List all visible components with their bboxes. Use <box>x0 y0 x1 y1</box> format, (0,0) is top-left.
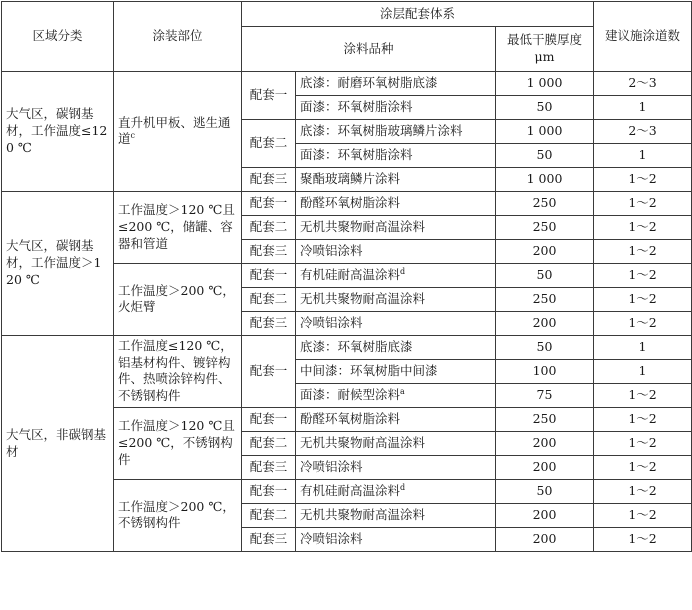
part-note: c <box>130 131 135 141</box>
coating-name: 冷喷铝涂料 <box>300 243 363 259</box>
coating-name: 聚酯玻璃鳞片涂料 <box>300 171 401 187</box>
set-name-cell: 配套一 <box>242 336 296 408</box>
coating-cell <box>296 264 496 288</box>
coating-cell <box>296 192 496 216</box>
part-label: 工作温度＞200 ℃，不锈钢构件 <box>118 498 235 531</box>
header-region: 区域分类 <box>2 2 114 72</box>
part-label: 直升机甲板、逃生通道 <box>118 114 231 147</box>
part-cell <box>114 336 242 408</box>
coats-cell: 1～2 <box>594 528 692 552</box>
thickness-cell: 200 <box>496 504 594 528</box>
thickness-cell: 200 <box>496 312 594 336</box>
coats-cell: 1～2 <box>594 288 692 312</box>
coating-name: 无机共聚物耐高温涂料 <box>300 291 426 307</box>
coats-cell: 1～2 <box>594 456 692 480</box>
thickness-cell: 200 <box>496 528 594 552</box>
thickness-cell: 50 <box>496 336 594 360</box>
thickness-cell: 1 000 <box>496 168 594 192</box>
part-cell <box>114 72 242 192</box>
coating-cell <box>296 120 496 144</box>
coating-name: 面漆：环氧树脂涂料 <box>300 99 413 115</box>
coating-name: 有机硅耐高温涂料 <box>300 483 401 499</box>
coating-cell <box>296 528 496 552</box>
header-coats: 建议施涂道数 <box>594 2 692 72</box>
thickness-cell: 250 <box>496 216 594 240</box>
coating-name: 中间漆：环氧树脂中间漆 <box>300 363 438 379</box>
coats-cell: 1～2 <box>594 408 692 432</box>
coats-cell: 2～3 <box>594 120 692 144</box>
header-part: 涂装部位 <box>114 2 242 72</box>
header-thickness-unit: μm <box>534 49 555 64</box>
part-label: 工作温度＞200 ℃，火炬臂 <box>118 282 235 315</box>
coating-name: 冷喷铝涂料 <box>300 459 363 475</box>
part-label: 工作温度＞120 ℃且≤200 ℃，不锈钢构件 <box>118 418 235 468</box>
table-row <box>2 72 692 96</box>
coating-cell <box>296 96 496 120</box>
thickness-cell: 200 <box>496 240 594 264</box>
coating-name: 底漆：环氧树脂玻璃鳞片涂料 <box>300 123 463 139</box>
set-name-cell: 配套三 <box>242 168 296 192</box>
thickness-cell: 200 <box>496 456 594 480</box>
coating-cell <box>296 312 496 336</box>
coating-note: d <box>400 482 406 492</box>
set-name-cell: 配套一 <box>242 264 296 288</box>
coats-cell: 1～2 <box>594 480 692 504</box>
set-name-cell: 配套一 <box>242 72 296 120</box>
header-system: 涂层配套体系 <box>242 2 594 27</box>
set-name-cell: 配套二 <box>242 216 296 240</box>
coating-cell <box>296 288 496 312</box>
coating-cell <box>296 456 496 480</box>
coating-cell <box>296 240 496 264</box>
coating-name: 酚醛环氧树脂涂料 <box>300 411 401 427</box>
thickness-cell: 100 <box>496 360 594 384</box>
thickness-cell: 50 <box>496 96 594 120</box>
set-name-cell: 配套三 <box>242 312 296 336</box>
thickness-cell: 250 <box>496 192 594 216</box>
coating-name: 冷喷铝涂料 <box>300 531 363 547</box>
part-cell <box>114 480 242 552</box>
part-label: 工作温度＞120 ℃且≤200 ℃，储罐、容器和管道 <box>118 202 235 252</box>
set-name-cell: 配套一 <box>242 480 296 504</box>
coating-name: 无机共聚物耐高温涂料 <box>300 219 426 235</box>
coating-note: d <box>400 266 406 276</box>
coating-cell <box>296 384 496 408</box>
coating-system-table <box>1 1 692 552</box>
region-cell: 大气区，碳钢基材，工作温度＞120 ℃ <box>2 192 114 336</box>
header-thickness-label: 最低干膜厚度 <box>507 32 583 48</box>
coating-name: 酚醛环氧树脂涂料 <box>300 195 401 211</box>
coats-cell: 1～2 <box>594 240 692 264</box>
coating-name: 无机共聚物耐高温涂料 <box>300 435 426 451</box>
set-name-cell: 配套二 <box>242 120 296 168</box>
coats-cell: 1 <box>594 360 692 384</box>
coating-name: 有机硅耐高温涂料 <box>300 267 401 283</box>
coats-cell: 1～2 <box>594 192 692 216</box>
coats-cell: 1 <box>594 96 692 120</box>
thickness-cell: 50 <box>496 144 594 168</box>
coats-cell: 1～2 <box>594 504 692 528</box>
region-cell: 大气区，碳钢基材，工作温度≤120 ℃ <box>2 72 114 192</box>
set-name-cell: 配套一 <box>242 408 296 432</box>
part-cell <box>114 192 242 264</box>
table-row <box>2 336 692 360</box>
coating-cell <box>296 168 496 192</box>
coating-cell <box>296 360 496 384</box>
coating-cell <box>296 504 496 528</box>
set-name-cell: 配套二 <box>242 432 296 456</box>
coating-cell <box>296 336 496 360</box>
coats-cell: 1～2 <box>594 312 692 336</box>
thickness-cell: 50 <box>496 264 594 288</box>
coats-cell: 1～2 <box>594 216 692 240</box>
set-name-cell: 配套二 <box>242 504 296 528</box>
table-row <box>2 192 692 216</box>
coating-note: a <box>400 386 405 396</box>
coating-cell <box>296 480 496 504</box>
set-name-cell: 配套二 <box>242 288 296 312</box>
region-cell: 大气区，非碳钢基材 <box>2 336 114 552</box>
coats-cell: 1～2 <box>594 168 692 192</box>
coats-cell: 1 <box>594 144 692 168</box>
set-name-cell: 配套三 <box>242 240 296 264</box>
thickness-cell: 50 <box>496 480 594 504</box>
coating-cell <box>296 432 496 456</box>
set-name-cell: 配套一 <box>242 192 296 216</box>
thickness-cell: 1 000 <box>496 120 594 144</box>
thickness-cell: 75 <box>496 384 594 408</box>
header-coating: 涂料品种 <box>242 27 496 72</box>
thickness-cell: 250 <box>496 408 594 432</box>
coats-cell: 1 <box>594 336 692 360</box>
coating-cell <box>296 144 496 168</box>
set-name-cell: 配套三 <box>242 456 296 480</box>
thickness-cell: 200 <box>496 432 594 456</box>
coating-name: 底漆：耐磨环氧树脂底漆 <box>300 75 438 91</box>
coating-cell <box>296 216 496 240</box>
coating-name: 底漆：环氧树脂底漆 <box>300 339 413 355</box>
coating-name: 冷喷铝涂料 <box>300 315 363 331</box>
thickness-cell: 1 000 <box>496 72 594 96</box>
part-cell <box>114 408 242 480</box>
coats-cell: 1～2 <box>594 432 692 456</box>
coating-name: 无机共聚物耐高温涂料 <box>300 507 426 523</box>
part-cell <box>114 264 242 336</box>
header-thickness <box>496 27 594 72</box>
part-label: 工作温度≤120 ℃，铝基材构件、镀锌构件、热喷涂锌构件、不锈钢构件 <box>118 337 233 404</box>
coating-name: 面漆：耐候型涂料 <box>300 387 401 403</box>
coating-name: 面漆：环氧树脂涂料 <box>300 147 413 163</box>
coats-cell: 1～2 <box>594 264 692 288</box>
set-name-cell: 配套三 <box>242 528 296 552</box>
coats-cell: 2～3 <box>594 72 692 96</box>
coats-cell: 1～2 <box>594 384 692 408</box>
thickness-cell: 250 <box>496 288 594 312</box>
coating-cell <box>296 72 496 96</box>
coating-cell <box>296 408 496 432</box>
table-body <box>2 72 692 552</box>
